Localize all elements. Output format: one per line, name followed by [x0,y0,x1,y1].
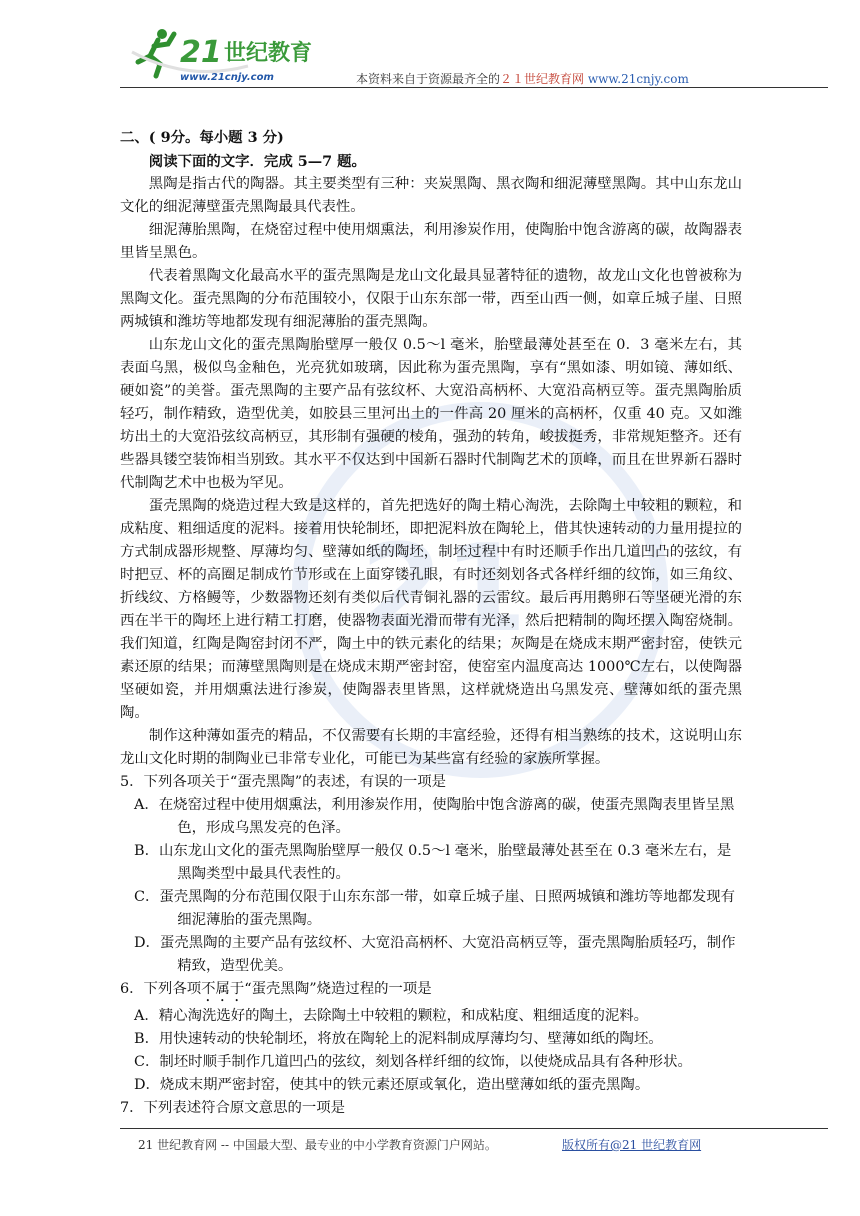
footer-copyright-link[interactable]: 版权所有@21 世纪教育网 [562,1138,702,1152]
question-6-emphasis: 不属于 [201,981,245,997]
passage-paragraph-5: 蛋壳黑陶的烧造过程大致是这样的，首先把选好的陶土精心淘洗，去除陶土中较粗的颗粒，和成粘度、粗细适度的泥料。接着用快轮制坯，即把泥料放在陶轮上，借其快速转动的力量用提拉的方式制成器形规整、厚薄均匀、壁薄如纸的陶坯，制坯过程中有时还顺手作出几道凹凸的弦纹，有时把豆、杯的高圈足制成竹节形或在上面穿镂孔眼，有时还刻划各式各样纤细的纹饰，如三角纹、折线纹、方格鳗等，少数器物还刻有类似后代青铜礼器的云雷纹。最后再用鹅卵石等坚硬光滑的东西在半干的陶坯上进行精工打磨，使器物表面光滑而带有光泽，然后把精制的陶坯摆入陶窑烧制。我们知道，红陶是陶窑封闭不严，陶土中的铁元素化的结果；灰陶是在烧成末期严密封窑，使铁元素还原的结果；而薄壁黑陶则是在烧成末期严密封窑，使窑室内温度高达 1000℃左右，以使陶器坚硬如瓷，并用烟熏法进行渗炭，使陶器表里皆黑，这样就烧造出乌黑发亮、壁薄如纸的蛋壳黑陶。 [120,498,742,721]
question-7-stem: 7．下列表述符合原文意思的一项是 [120,1100,346,1116]
passage-paragraph-6: 制作这种薄如蛋壳的精品，不仅需要有长期的丰富经验，还得有相当熟练的技术，这说明山东龙山文化时期的制陶业已非常专业化，可能已为某些富有经验的家族所掌握。 [120,728,742,767]
note-prefix: 本资料来自于资源最齐全的 [356,72,501,86]
section-instruction: 阅读下面的文字．完成 5—7 题。 [148,153,366,170]
footer-divider [120,1128,828,1129]
passage-paragraph-4: 山东龙山文化的蛋壳黑陶胎壁厚一般仅 0.5～l 毫米，胎壁最薄处甚至在 0．3 毫米左右，其表面乌黑，极似鸟金釉色，光亮犹如玻璃，因此称为蛋壳黑陶，享有“黑如漆、明如镜、薄如纸、硬如瓷”的美誉。蛋壳黑陶的主要产品有弦纹杯、大宽沿高柄杯、大宽沿高柄豆等。蛋壳黑陶胎质轻巧，制作精致，造型优美，如胶县三里河出土的一件高 20 厘米的高柄杯，仅重 40 克。又如潍坊出土的大宽沿弦纹高柄豆，其形制有强硬的棱角，强劲的转角，峻拔挺秀，非常规矩整齐。还有些器具镂空装饰相当别致。其水平不仅达到中国新石器时代制陶艺术的顶峰，而且在世界新石器时代制陶艺术中也极为罕见。 [120,337,742,491]
passage-paragraph-1: 黑陶是指古代的陶器。其主要类型有三种：夹炭黑陶、黑衣陶和细泥薄壁黑陶。其中山东龙山文化的细泥薄壁蛋壳黑陶最具代表性。 [120,176,742,215]
question-6-stem-start: 6．下列各项 [120,981,202,997]
question-6-option-d: D．烧成末期严密封窑，使其中的铁元素还原或氧化，造出壁薄如纸的蛋壳黑陶。 [134,1077,650,1093]
logo-url: www.21cnjy.com [180,72,274,83]
question-6-stem [120,978,742,1005]
question-6-option-b: B．用快速转动的快轮制坯，将放在陶轮上的泥料制成厚薄均匀、壁薄如纸的陶坯。 [134,1031,663,1047]
section-heading: 二、( 9分。每小题 3 分) [120,129,284,146]
passage-paragraph-3: 代表着黑陶文化最高水平的蛋壳黑陶是龙山文化最具显著特征的遗物，故龙山文化也曾被称为黑陶文化。蛋壳黑陶的分布范围较小，仅限于山东东部一带，西至山西一侧，如章丘城子崖、日照两城镇和潍坊等地都发现有细泥薄胎的蛋壳黑陶。 [120,268,742,330]
header-source-note [356,70,689,87]
footer-site-description: 21 世纪教育网 -- 中国最大型、最专业的中小学教育资源门户网站。 [138,1138,497,1152]
document-body [120,126,742,1120]
question-5-stem: 5．下列各项关于“蛋壳黑陶”的表述，有误的一项是 [120,774,447,790]
question-6-option-c: C．制坯时顺手制作几道凹凸的弦纹，刻划各样纤细的纹饰，以使烧成品具有各种形状。 [134,1054,692,1070]
note-site-name[interactable]: ２１世纪教育网 [500,72,585,86]
note-site-url[interactable]: www.21cnjy.com [587,72,689,86]
logo-graphic [128,22,338,84]
question-6-stem-end: “蛋壳黑陶”烧造过程的一项是 [244,981,432,997]
header-divider [120,87,828,88]
svg-text:21: 21 [360,520,527,659]
question-5-option-a: A．在烧窑过程中使用烟熏法，利用渗炭作用，使陶胎中饱含游离的碳，使蛋壳黑陶表里皆呈黑色，形成乌黑发亮的色泽。 [134,797,735,836]
question-5-option-d: D．蛋壳黑陶的主要产品有弦纹杯、大宽沿高柄杯、大宽沿高柄豆等，蛋壳黑陶胎质轻巧，制作精致，造型优美。 [134,935,736,974]
page-footer [138,1136,702,1153]
page-header [120,22,828,86]
question-5-option-c: C．蛋壳黑陶的分布范围仅限于山东东部一带，如章丘城子崖、日照两城镇和潍坊等地都发现有细泥薄胎的蛋壳黑陶。 [134,889,736,928]
passage-paragraph-2: 细泥薄胎黑陶，在烧窑过程中使用烟熏法，利用渗炭作用，使陶胎中饱含游离的碳，故陶器表里皆呈黑色。 [120,222,742,261]
question-5-option-b: B．山东龙山文化的蛋壳黑陶胎壁厚一般仅 0.5～l 毫米，胎壁最薄处甚至在 0.3 毫米左右，是黑陶类型中最具代表性的。 [134,843,732,882]
question-6-option-a: A．精心淘洗选好的陶土，去除陶土中较粗的颗粒，和成粘度、粗细适度的泥料。 [134,1008,649,1024]
svg-text:21: 21 [180,35,222,70]
logo-text: 世纪教育 [224,41,313,66]
site-logo[interactable] [128,22,338,84]
